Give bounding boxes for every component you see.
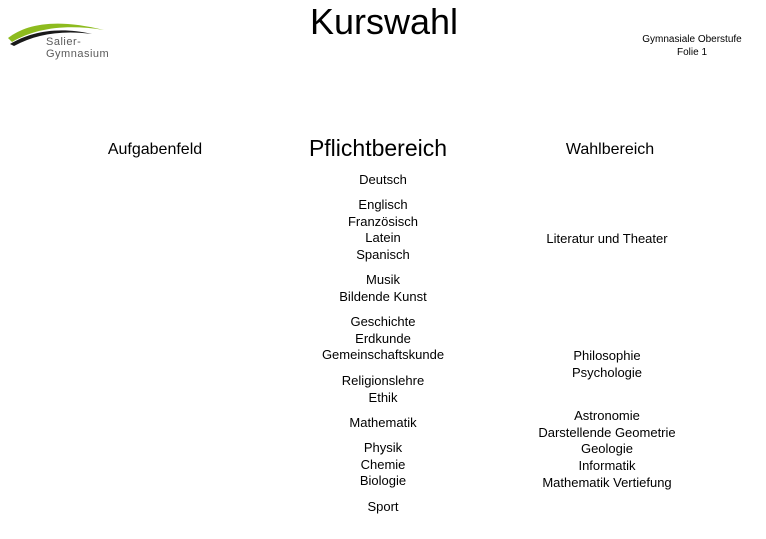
pflicht-cell-gesellschaft <box>298 314 468 364</box>
subject-label: Mathematik Vertiefung <box>542 474 672 490</box>
pflicht-cell-sport <box>298 499 468 516</box>
column-heading-pflichtbereich: Pflichtbereich <box>308 135 448 161</box>
subject-label: Geologie <box>580 441 634 457</box>
subject-label: Darstellende Geometrie <box>538 424 676 440</box>
subject-label: Spanisch <box>356 247 410 263</box>
pflicht-cell-religion <box>298 373 468 406</box>
subject-label: Chemie <box>360 456 406 472</box>
subject-label: Erdkunde <box>355 330 411 346</box>
subject-label: Astronomie <box>574 408 640 423</box>
pflicht-cell-kunst <box>298 272 468 305</box>
subject-label: Gemeinschaftskunde <box>321 347 445 363</box>
subject-label: Englisch <box>358 197 408 212</box>
subject-label: Ethik <box>368 389 398 405</box>
subject-label: Sport <box>367 499 399 514</box>
pflicht-cell-fremdsprachen <box>298 197 468 264</box>
page-title: Kurswahl <box>309 1 459 42</box>
subject-label: Musik <box>366 272 400 287</box>
subject-label: Deutsch <box>359 172 407 187</box>
column-heading-wahlbereich: Wahlbereich <box>565 141 655 158</box>
subject-label: Mathematik <box>349 415 417 430</box>
subject-label: Religionslehre <box>341 373 425 388</box>
subject-label: Literatur und Theater <box>546 231 668 246</box>
pflicht-cell-naturwissenschaften <box>298 440 468 490</box>
subject-label: Bildende Kunst <box>339 288 427 304</box>
pflicht-cell-mathematik <box>298 415 468 432</box>
header-info-line1: Gymnasiale Oberstufe <box>642 34 742 45</box>
subject-label: Biologie <box>359 473 407 489</box>
wahl-cell-mint-wahl <box>520 408 694 492</box>
logo <box>6 16 114 62</box>
subject-label: Philosophie <box>573 348 641 363</box>
wahl-cell-philosophie <box>520 348 694 381</box>
column-heading-aufgabenfeld: Aufgabenfeld <box>107 141 203 158</box>
header-info <box>622 33 762 59</box>
wahl-cell-literatur <box>520 231 694 248</box>
subject-label: Physik <box>363 440 403 455</box>
pflicht-cell-sprache-deutsch <box>298 172 468 189</box>
subject-label: Informatik <box>578 458 636 474</box>
subject-label: Geschichte <box>350 314 416 329</box>
logo-text-line1: Salier- <box>46 36 82 48</box>
subject-label: Psychologie <box>571 364 643 380</box>
subject-label: Latein <box>365 230 401 246</box>
logo-text-line2: Gymnasium <box>46 48 110 60</box>
subject-label: Französisch <box>347 213 419 229</box>
header-info-line2: Folie 1 <box>676 47 707 58</box>
